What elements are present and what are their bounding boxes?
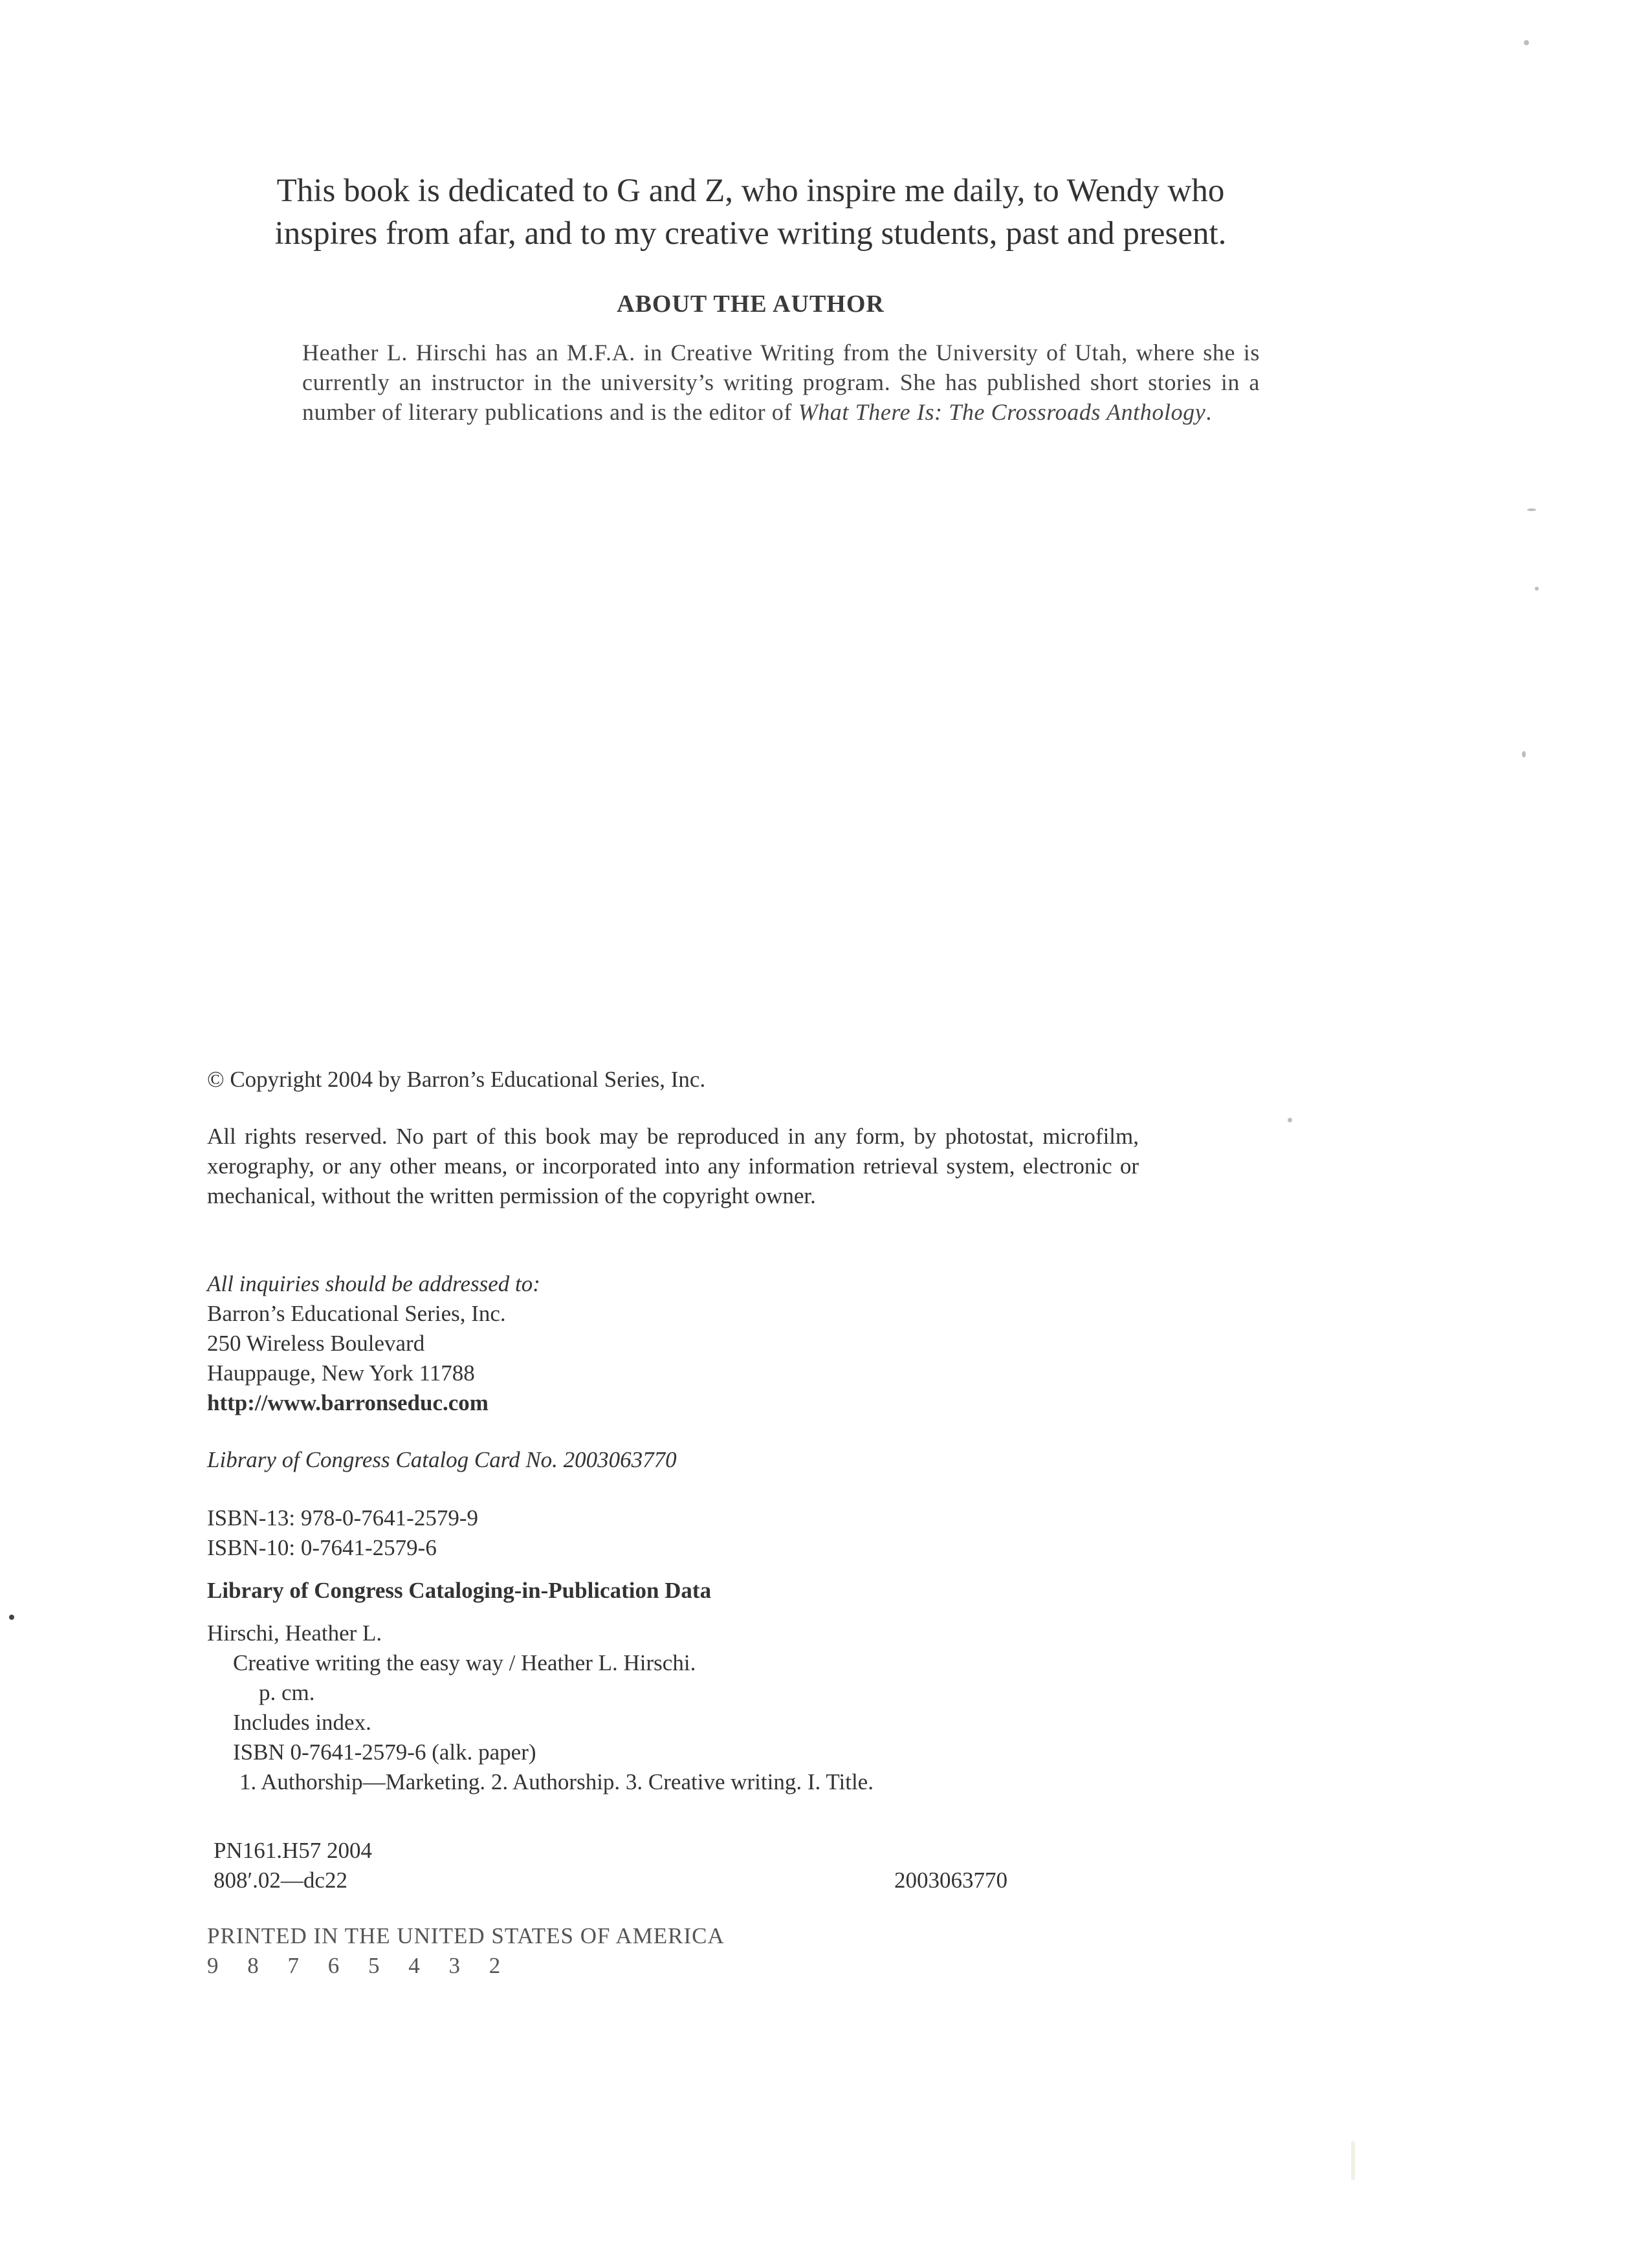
catalog-card-number: Library of Congress Catalog Card No. 2003063770 [207, 1447, 677, 1472]
publisher-city: Hauppauge, New York 11788 [207, 1360, 475, 1386]
classification [214, 1836, 1055, 1895]
inquiries-address [207, 1269, 984, 1418]
lc-classification-row [214, 1836, 1055, 1866]
scan-speck [1522, 751, 1526, 758]
scan-speck [1527, 508, 1536, 511]
cip-pages: p. cm. [259, 1680, 315, 1705]
printed-in: PRINTED IN THE UNITED STATES OF AMERICA [207, 1923, 725, 1948]
cip-index: Includes index. [233, 1710, 371, 1735]
about-author-end: . [1205, 399, 1212, 425]
dedication-line-1: This book is dedicated to G and Z, who inspire me daily, to Wendy who [276, 173, 1225, 209]
isbn-13: ISBN-13: 978-0-7641-2579-9 [207, 1505, 478, 1531]
anthology-title: What There Is: The Crossroads Anthology [798, 399, 1206, 425]
cip-title: Creative writing the easy way / Heather L. Hirschi. [233, 1650, 696, 1675]
publisher-url: http://www.barronseduc.com [207, 1390, 489, 1415]
scan-speck [1351, 2141, 1355, 2180]
lc-classification: PN161.H57 2004 [214, 1838, 373, 1863]
dedication [162, 169, 1339, 255]
publisher-name: Barron’s Educational Series, Inc. [207, 1301, 506, 1326]
about-author-text [302, 338, 1260, 427]
isbn-10: ISBN-10: 0-7641-2579-6 [207, 1535, 437, 1560]
dewey-classification: 808′.02—dc22 [214, 1868, 347, 1893]
about-author-heading: ABOUT THE AUTHOR [617, 290, 885, 318]
scan-speck [1524, 40, 1529, 45]
isbn-block [207, 1503, 984, 1563]
cip-heading: Library of Congress Cataloging-in-Publication Data [207, 1578, 712, 1603]
cip-data [207, 1619, 1178, 1797]
cip-subjects: 1. Authorship—Marketing. 2. Authorship. 3. Creative writing. I. Title. [239, 1769, 874, 1794]
copyright-notice: © Copyright 2004 by Barron’s Educational Series, Inc. [207, 1067, 706, 1092]
scan-speck [9, 1615, 14, 1620]
printing-info [207, 1921, 1048, 1981]
publisher-street: 250 Wireless Boulevard [207, 1331, 425, 1356]
inquiries-intro: All inquiries should be addressed to: [207, 1271, 540, 1296]
printing-line: 9 8 7 6 5 4 3 2 [207, 1953, 512, 1978]
scan-speck [1288, 1118, 1292, 1122]
dedication-line-2: inspires from afar, and to my creative writing students, past and present. [274, 215, 1227, 252]
cip-number: 2003063770 [894, 1868, 1007, 1893]
scan-speck [1535, 587, 1539, 591]
about-author-main: Heather L. Hirschi has an M.F.A. in Creative Writing from the University of Utah, where she is currently an instructor in the university’s writing program. She has published short stories in a number of literary publications and is the editor of [302, 340, 1260, 425]
rights-statement: All rights reserved. No part of this book may be reproduced in any form, by photostat, microfilm, xerography, or any other means, or incorporated into any information retrieval system, electronic or mechanical, without the written permission of the copyright owner. [207, 1124, 1139, 1208]
dewey-row [214, 1866, 1055, 1895]
cip-author: Hirschi, Heather L. [207, 1620, 382, 1646]
cip-isbn: ISBN 0-7641-2579-6 (alk. paper) [233, 1739, 536, 1765]
